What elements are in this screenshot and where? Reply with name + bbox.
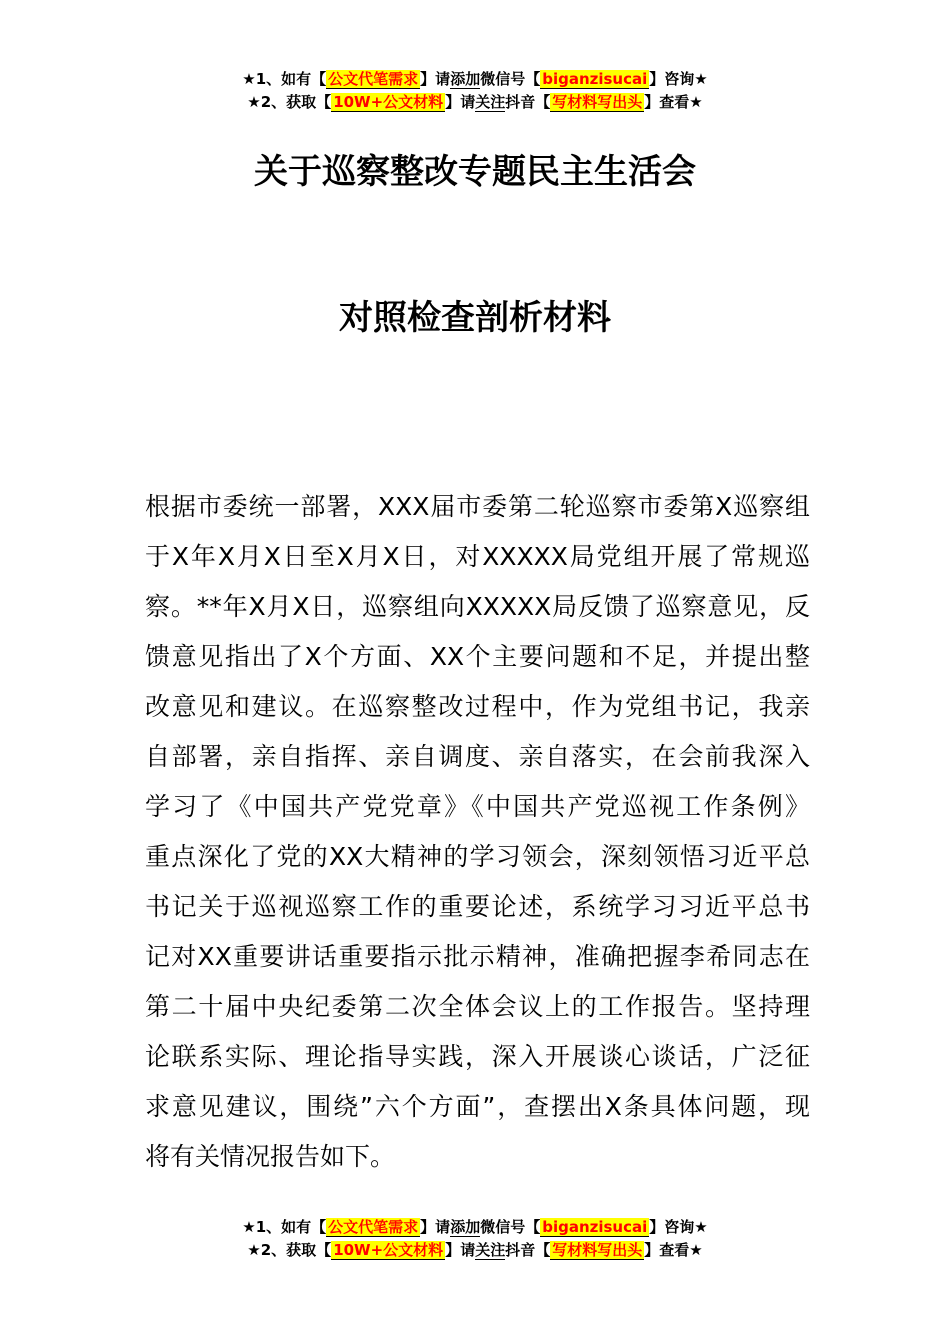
banner-highlight: 公文代笔需求	[328, 70, 419, 88]
banner-text: 】请	[445, 1241, 476, 1259]
banner-highlight: 写材料写出头	[552, 1241, 643, 1259]
banner-text: 微信号【	[480, 70, 541, 88]
body-line: 将有关情况报告如下。	[145, 1142, 396, 1171]
banner-line-2	[0, 1239, 950, 1262]
header-banner	[0, 68, 950, 114]
banner-highlight: 写材料写出头	[552, 93, 643, 111]
banner-text: ★1、如有【	[242, 1218, 327, 1236]
body-line: 于X年X月X日至X月X日，对XXXXX局党组开展了常规巡	[145, 542, 810, 571]
body-line: 重点深化了党的XX大精神的学习领会，深刻领悟习近平总	[145, 842, 810, 871]
banner-text: 】请	[420, 70, 451, 88]
body-line: 学习了《中国共产党党章》《中国共产党巡视工作条例》	[145, 792, 810, 821]
banner-text: 】咨询★	[649, 1218, 708, 1236]
banner-text: 】请	[420, 1218, 451, 1236]
banner-line-1	[0, 68, 950, 91]
body-line: 自部署，亲自指挥、亲自调度、亲自落实，在会前我深入	[145, 742, 810, 771]
body-line: 根据市委统一部署，XXX届市委第二轮巡察市委第X巡察组	[145, 492, 810, 521]
banner-highlight: 公文代笔需求	[328, 1218, 419, 1236]
banner-text: ★2、获取【	[247, 93, 332, 111]
banner-text: 】请	[445, 93, 476, 111]
body-line: 第二十届中央纪委第二次全体会议上的工作报告。坚持理	[145, 992, 810, 1021]
banner-underline: 添加	[450, 1218, 481, 1236]
body-paragraph	[145, 482, 810, 1182]
banner-highlight: 10W+公文材料	[333, 93, 444, 111]
banner-line-1	[0, 1216, 950, 1239]
body-line: 改意见和建议。在巡察整改过程中，作为党组书记，我亲	[145, 692, 810, 721]
banner-text: 】查看★	[644, 1241, 703, 1259]
banner-text: 抖音【	[505, 1241, 551, 1259]
footer-banner	[0, 1216, 950, 1262]
banner-highlight: biganzisucai	[542, 70, 648, 88]
banner-underline: 关注	[475, 1241, 506, 1259]
banner-line-2	[0, 91, 950, 114]
body-line: 记对XX重要讲话重要指示批示精神，准确把握李希同志在	[145, 942, 810, 971]
banner-text: 】查看★	[644, 93, 703, 111]
body-line: 馈意见指出了X个方面、XX个主要问题和不足，并提出整	[145, 642, 810, 671]
banner-text: 微信号【	[480, 1218, 541, 1236]
body-line: 求意见建议，围绕”六个方面”，查摆出X条具体问题，现	[145, 1092, 810, 1121]
body-line: 书记关于巡视巡察工作的重要论述，系统学习习近平总书	[145, 892, 810, 921]
document-title-line-2: 对照检查剖析材料	[339, 298, 611, 338]
banner-text: 】咨询★	[649, 70, 708, 88]
banner-underline: 添加	[450, 70, 481, 88]
banner-highlight: 10W+公文材料	[333, 1241, 444, 1259]
banner-text: 抖音【	[505, 93, 551, 111]
document-title-line-1: 关于巡察整改专题民主生活会	[254, 152, 696, 192]
banner-underline: 关注	[475, 93, 506, 111]
banner-text: ★2、获取【	[247, 1241, 332, 1259]
banner-highlight: biganzisucai	[542, 1218, 648, 1236]
banner-text: ★1、如有【	[242, 70, 327, 88]
body-line: 论联系实际、理论指导实践，深入开展谈心谈话，广泛征	[145, 1042, 810, 1071]
body-line: 察。**年X月X日，巡察组向XXXXX局反馈了巡察意见，反	[145, 592, 810, 621]
